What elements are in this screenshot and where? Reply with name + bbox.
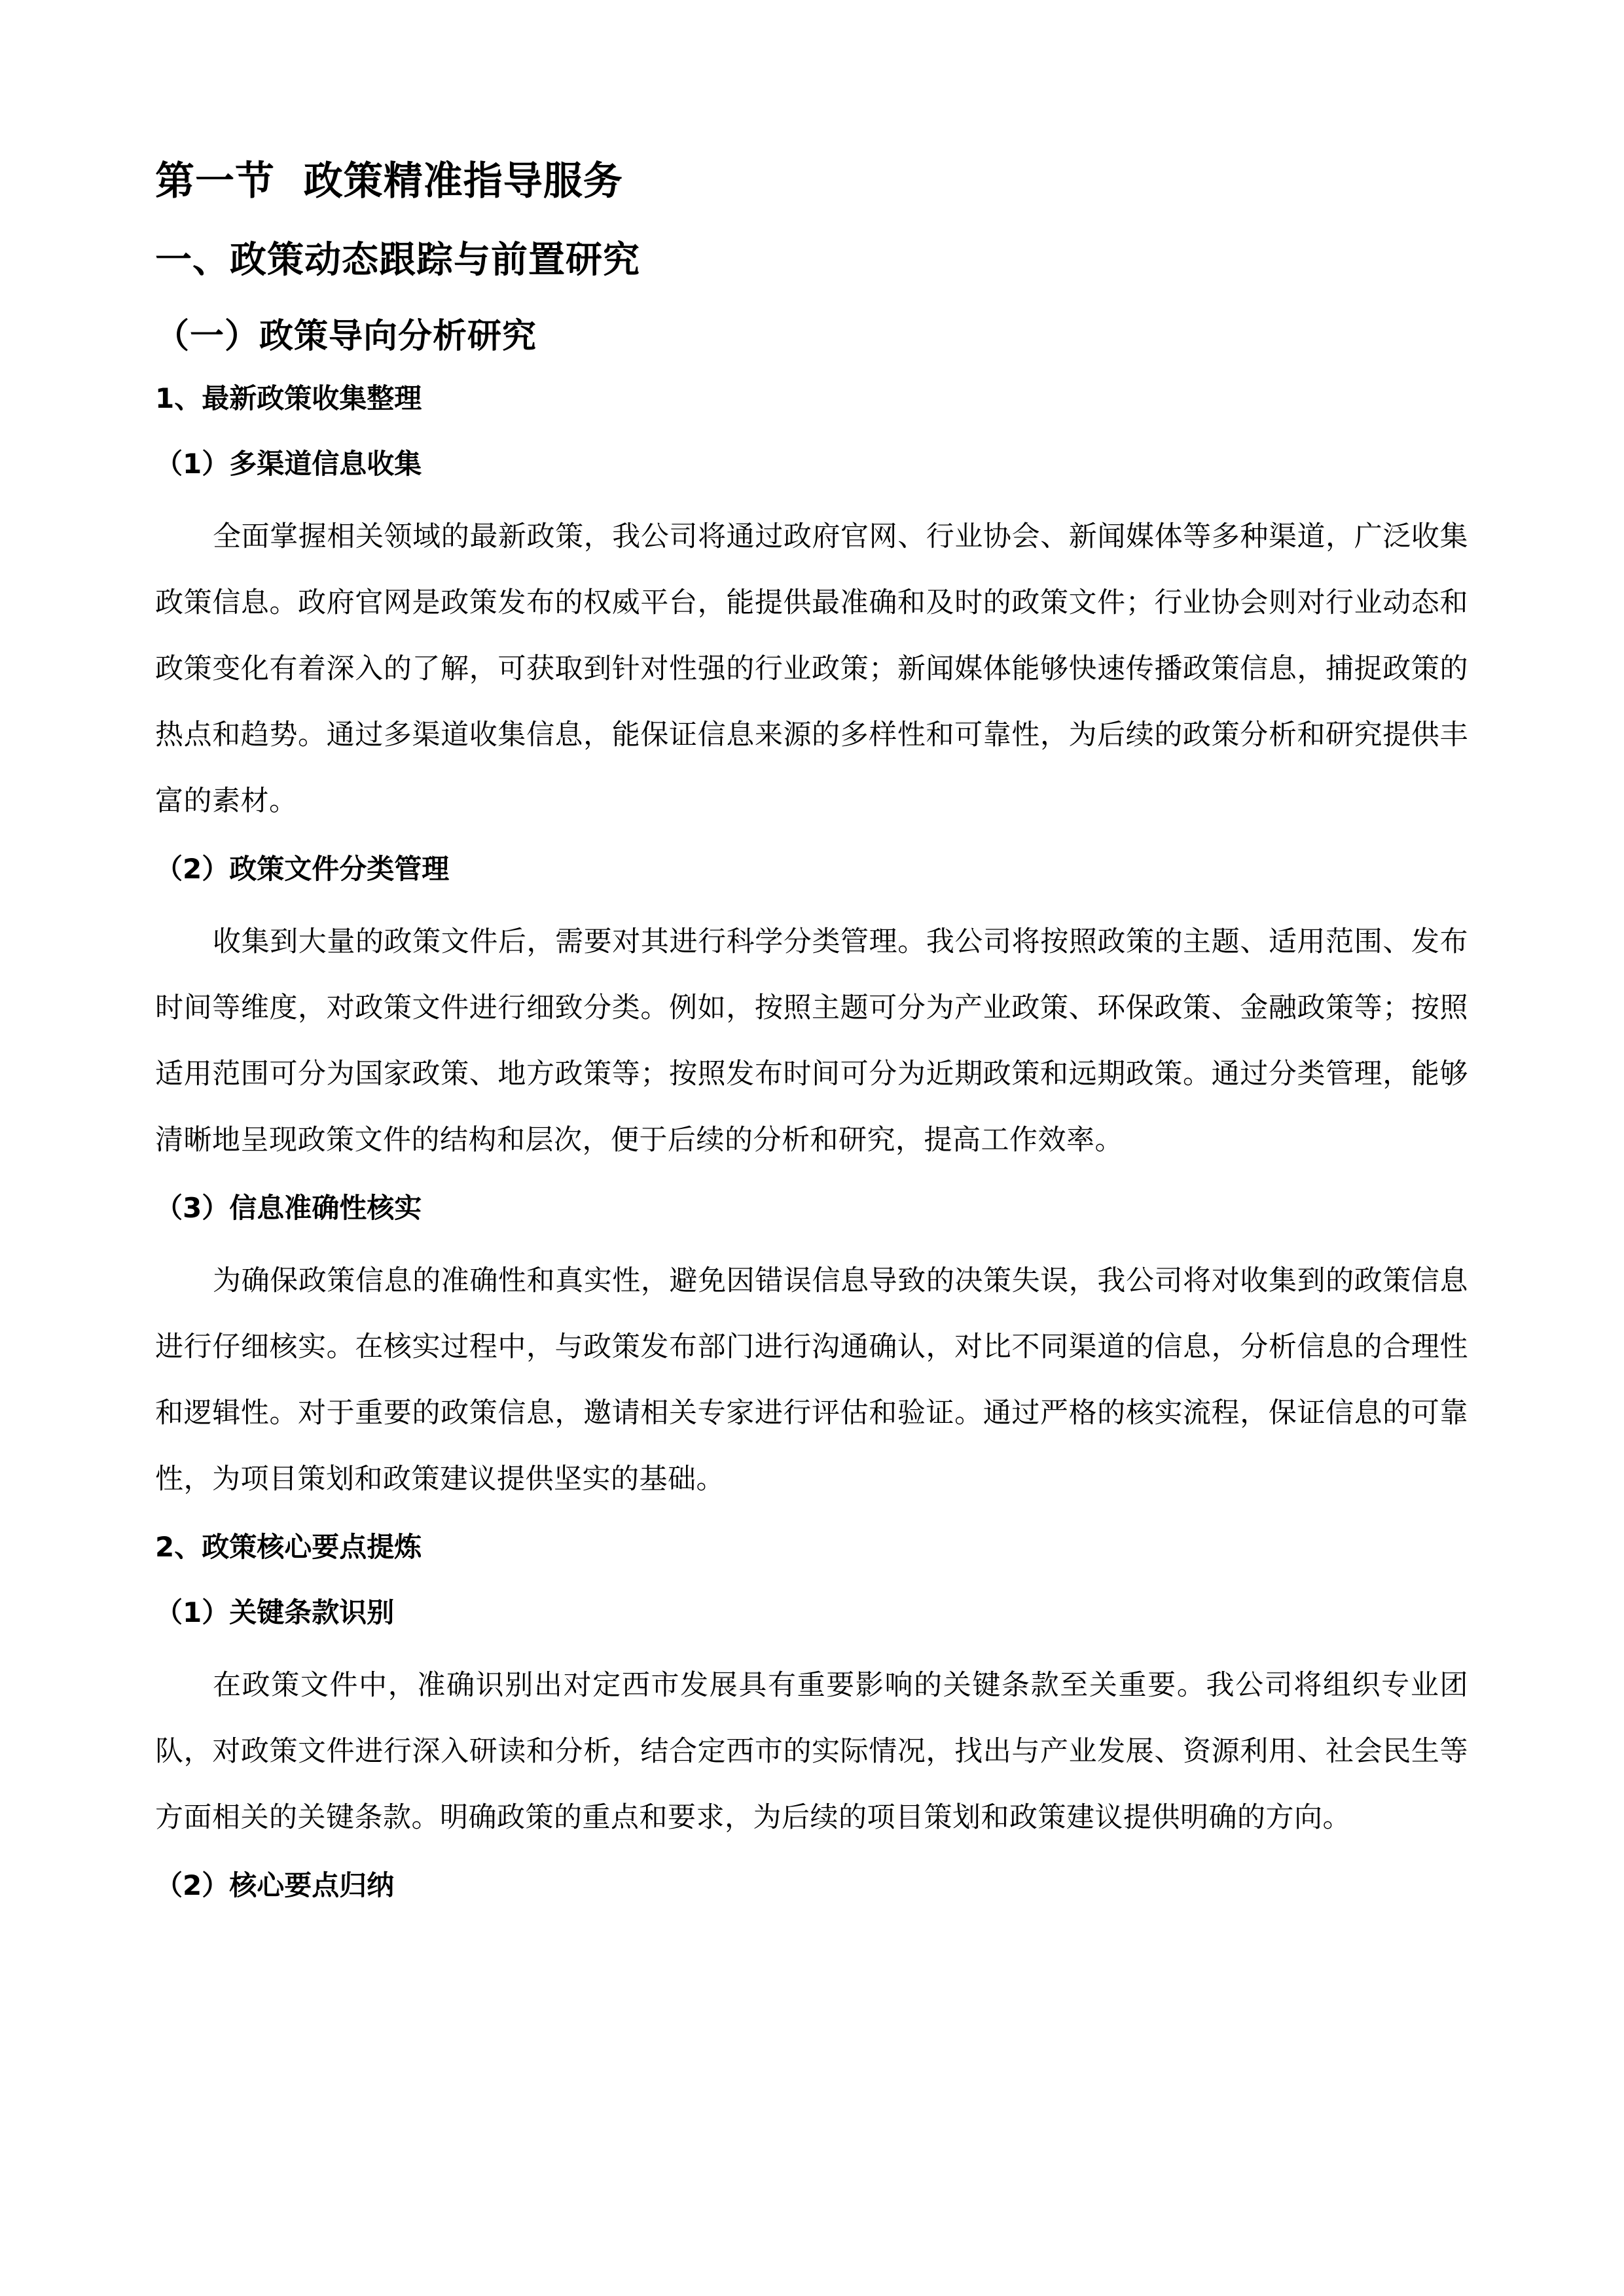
page-content	[155, 154, 1468, 1926]
topic-2-item-1-body: 在政策文件中，准确识别出对定西市发展具有重要影响的关键条款至关重要。我公司将组织专业团队，对政策文件进行深入研读和分析，结合定西市的实际情况，找出与产业发展、资源利用、社会民生等方面相关的关键条款。明确政策的重点和要求，为后续的项目策划和政策建议提供明确的方向。	[155, 1669, 1468, 1834]
topic-1-item-3-body: 为确保政策信息的准确性和真实性，避免因错误信息导致的决策失误，我公司将对收集到的政策信息进行仔细核实。在核实过程中，与政策发布部门进行沟通确认，对比不同渠道的信息，分析信息的合理性和逻辑性。对于重要的政策信息，邀请相关专家进行评估和验证。通过严格的核实流程，保证信息的可靠性，为项目策划和政策建议提供坚实的基础。	[155, 1265, 1468, 1496]
topic-1-item-2-body: 收集到大量的政策文件后，需要对其进行科学分类管理。我公司将按照政策的主题、适用范围、发布时间等维度，对政策文件进行细致分类。例如，按照主题可分为产业政策、环保政策、金融政策等；按照适用范围可分为国家政策、地方政策等；按照发布时间可分为近期政策和远期政策。通过分类管理，能够清晰地呈现政策文件的结构和层次，便于后续的分析和研究，提高工作效率。	[155, 925, 1468, 1157]
topic-1-item-3-heading: （3）信息准确性核实	[155, 1192, 422, 1224]
topic-2-title: 2、政策核心要点提炼	[155, 1531, 422, 1563]
topic-1-item-1-body: 全面掌握相关领域的最新政策，我公司将通过政府官网、行业协会、新闻媒体等多种渠道，广泛收集政策信息。政府官网是政策发布的权威平台，能提供最准确和及时的政策文件；行业协会则对行业动态和政策变化有着深入的了解，可获取到针对性强的行业政策；新闻媒体能够快速传播政策信息，捕捉政策的热点和趋势。通过多渠道收集信息，能保证信息来源的多样性和可靠性，为后续的政策分析和研究提供丰富的素材。	[155, 520, 1468, 817]
subsection-title: （一）政策导向分析研究	[155, 317, 537, 356]
topic-2-item-1-heading: （1）关键条款识别	[155, 1596, 395, 1628]
section-title: 第一节 政策精准指导服务	[155, 158, 623, 204]
topic-2-item-2-heading: （2）核心要点归纳	[155, 1869, 395, 1901]
topic-1-title: 1、最新政策收集整理	[155, 382, 422, 414]
topic-1-item-1-heading: （1）多渠道信息收集	[155, 448, 422, 480]
topic-1-item-2-heading: （2）政策文件分类管理	[155, 853, 450, 885]
chapter-title: 一、政策动态跟踪与前置研究	[155, 239, 640, 281]
